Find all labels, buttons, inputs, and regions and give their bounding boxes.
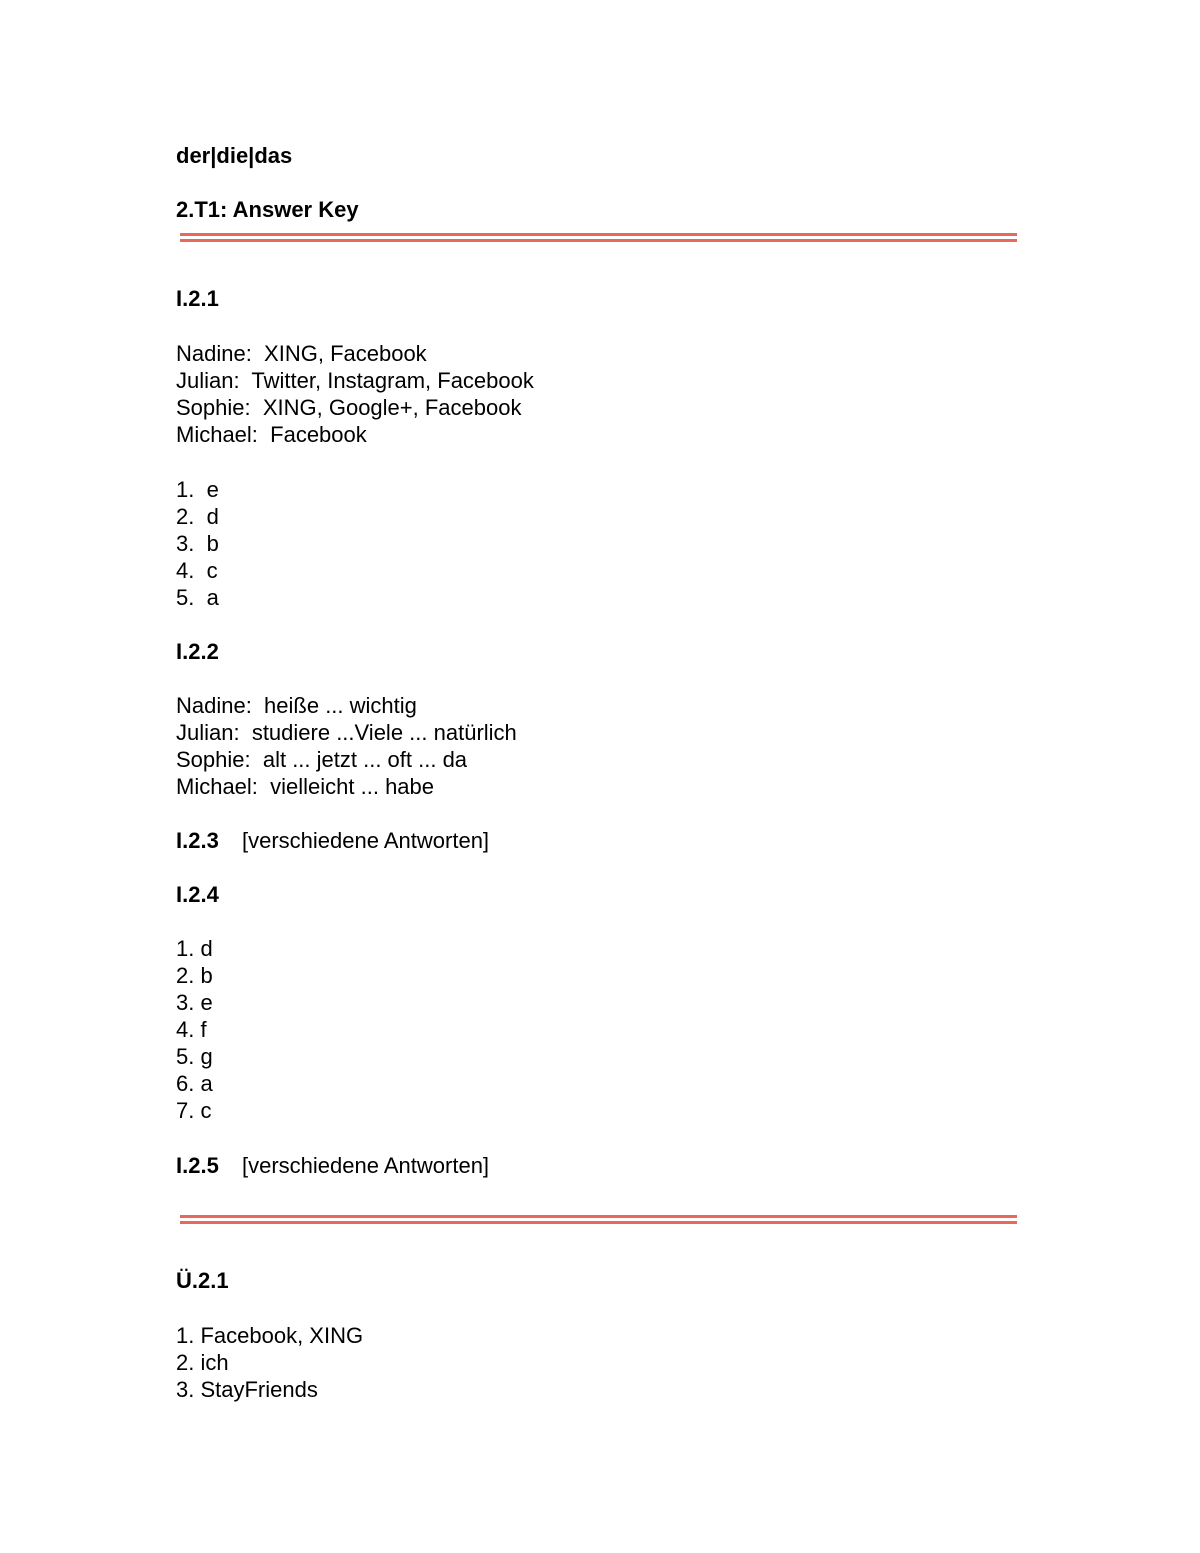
- answer-item: 1. d: [176, 936, 213, 961]
- answer-item: 3. StayFriends: [176, 1377, 318, 1402]
- section-heading-i25: I.2.5: [176, 1153, 219, 1178]
- section-heading-i21: I.2.1: [176, 286, 219, 311]
- name-line: Sophie: alt ... jetzt ... oft ... da: [176, 747, 468, 772]
- section-note-i23: [verschiedene Antworten]: [242, 828, 490, 853]
- answer-item: 2. d: [176, 504, 219, 529]
- section-divider: [180, 233, 1017, 243]
- answer-item: 3. b: [176, 531, 219, 556]
- section-note-i25: [verschiedene Antworten]: [242, 1153, 490, 1178]
- answer-item: 6. a: [176, 1071, 213, 1096]
- answer-item: 1. e: [176, 477, 219, 502]
- answer-item: 4. f: [176, 1017, 207, 1042]
- answer-item: 7. c: [176, 1098, 212, 1123]
- section-heading-i24: I.2.4: [176, 882, 219, 907]
- answer-item: 5. a: [176, 585, 219, 610]
- page-title: 2.T1: Answer Key: [176, 197, 359, 222]
- name-line: Nadine: heiße ... wichtig: [176, 693, 417, 718]
- name-line: Sophie: XING, Google+, Facebook: [176, 395, 522, 420]
- answer-item: 4. c: [176, 558, 218, 583]
- answer-item: 2. b: [176, 963, 213, 988]
- name-line: Julian: studiere ...Viele ... natürlich: [176, 720, 517, 745]
- section-heading-i22: I.2.2: [176, 639, 219, 664]
- name-line: Michael: vielleicht ... habe: [176, 774, 435, 799]
- section-divider: [180, 1215, 1017, 1225]
- answer-item: 5. g: [176, 1044, 213, 1069]
- name-line: Nadine: XING, Facebook: [176, 341, 427, 366]
- section-heading-u21: Ü.2.1: [176, 1268, 229, 1293]
- answer-item: 3. e: [176, 990, 213, 1015]
- brand-title: der|die|das: [176, 143, 293, 168]
- name-line: Julian: Twitter, Instagram, Facebook: [176, 368, 534, 393]
- name-line: Michael: Facebook: [176, 422, 367, 447]
- answer-item: 1. Facebook, XING: [176, 1323, 364, 1348]
- section-heading-i23: I.2.3: [176, 828, 219, 853]
- answer-item: 2. ich: [176, 1350, 229, 1375]
